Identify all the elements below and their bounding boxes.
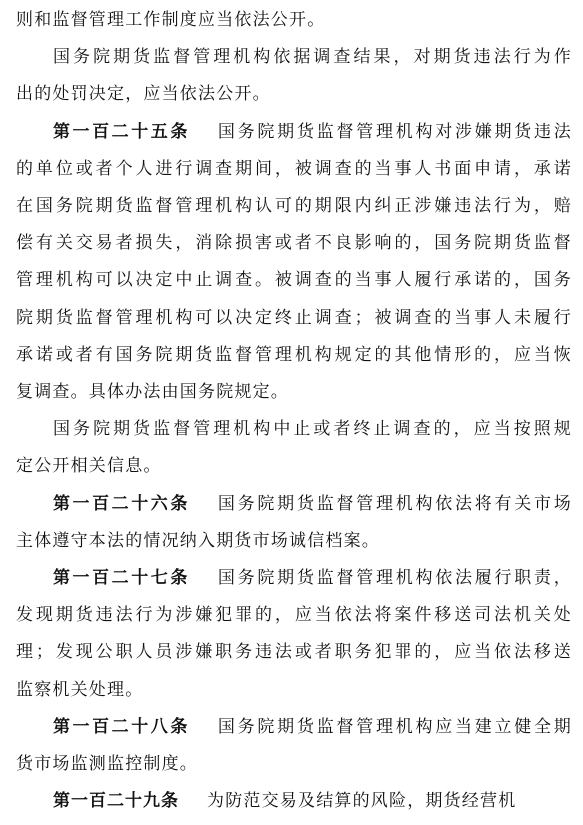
paragraph-line: [16, 188, 572, 225]
article-number: 第一百二十七条: [53, 568, 190, 588]
paragraph-line: [53, 39, 572, 76]
paragraph-text: 的单位或者个人进行调查期间，被调查的当事人书面申请，承诺: [16, 158, 572, 179]
paragraph-line: [16, 151, 572, 188]
paragraph-line: [16, 337, 572, 374]
paragraph-text: 监察机关处理。: [16, 679, 144, 700]
paragraph-line: [16, 448, 572, 485]
article-number: 第一百二十九条: [53, 791, 179, 812]
paragraph-text: 则和监督管理工作制度应当依法公开。: [16, 10, 326, 30]
paragraph-text: 为防范交易及结算的风险，期货经营机: [207, 791, 517, 812]
paragraph-text: 国务院期货监督管理机构依法履行职责，: [217, 568, 572, 588]
paragraph-line: [16, 374, 572, 411]
paragraph-text: 国务院期货监督管理机构应当建立健全期: [217, 716, 572, 737]
paragraph-line: [53, 709, 572, 746]
paragraph-line: [16, 597, 572, 634]
article-number: 第一百二十六条: [53, 493, 190, 514]
paragraph-line: [16, 2, 572, 39]
paragraph-line: [16, 76, 572, 113]
paragraph-text: 出的处罚决定，应当依法公开。: [16, 84, 271, 105]
paragraph-line: [53, 560, 572, 597]
paragraph-text: 复调查。具体办法由国务院规定。: [16, 382, 289, 402]
paragraph-line: [53, 783, 572, 820]
paragraph-text: 货市场监测监控制度。: [16, 754, 198, 774]
paragraph-text: 主体遵守本法的情况纳入期货市场诚信档案。: [16, 530, 380, 551]
paragraph-text: 定公开相关信息。: [16, 456, 162, 477]
paragraph-line: [16, 634, 572, 671]
paragraph-line: [16, 523, 572, 560]
paragraph-text: 国务院期货监督管理机构中止或者终止调查的，应当按照规: [53, 419, 572, 440]
paragraph-line: [16, 262, 572, 299]
paragraph-line: [16, 746, 572, 783]
paragraph-line: [16, 225, 572, 262]
paragraph-text: 理；发现公职人员涉嫌职务违法或者职务犯罪的，应当依法移送: [16, 642, 572, 663]
paragraph-line: [53, 114, 572, 151]
paragraph-text: 院期货监督管理机构可以决定终止调查；被调查的当事人未履行: [16, 307, 572, 328]
article-number: 第一百二十五条: [53, 121, 190, 142]
paragraph-text: 国务院期货监督管理机构依法将有关市场: [217, 493, 572, 514]
paragraph-text: 国务院期货监督管理机构对涉嫌期货违法: [217, 121, 572, 142]
paragraph-line: [16, 300, 572, 337]
paragraph-text: 发现期货违法行为涉嫌犯罪的，应当依法将案件移送司法机关处: [16, 605, 572, 626]
paragraph-line: [53, 411, 572, 448]
paragraph-text: 偿有关交易者损失，消除损害或者不良影响的，国务院期货监督: [16, 233, 572, 254]
article-number: 第一百二十八条: [53, 716, 190, 737]
paragraph-line: [53, 486, 572, 523]
paragraph-text: 管理机构可以决定中止调查。被调查的当事人履行承诺的，国务: [16, 270, 572, 291]
paragraph-line: [16, 672, 572, 709]
paragraph-text: 国务院期货监督管理机构依据调查结果，对期货违法行为作: [53, 47, 572, 68]
paragraph-text: 在国务院期货监督管理机构认可的期限内纠正涉嫌违法行为，赔: [16, 196, 572, 216]
paragraph-text: 承诺或者有国务院期货监督管理机构规定的其他情形的，应当恢: [16, 344, 572, 365]
